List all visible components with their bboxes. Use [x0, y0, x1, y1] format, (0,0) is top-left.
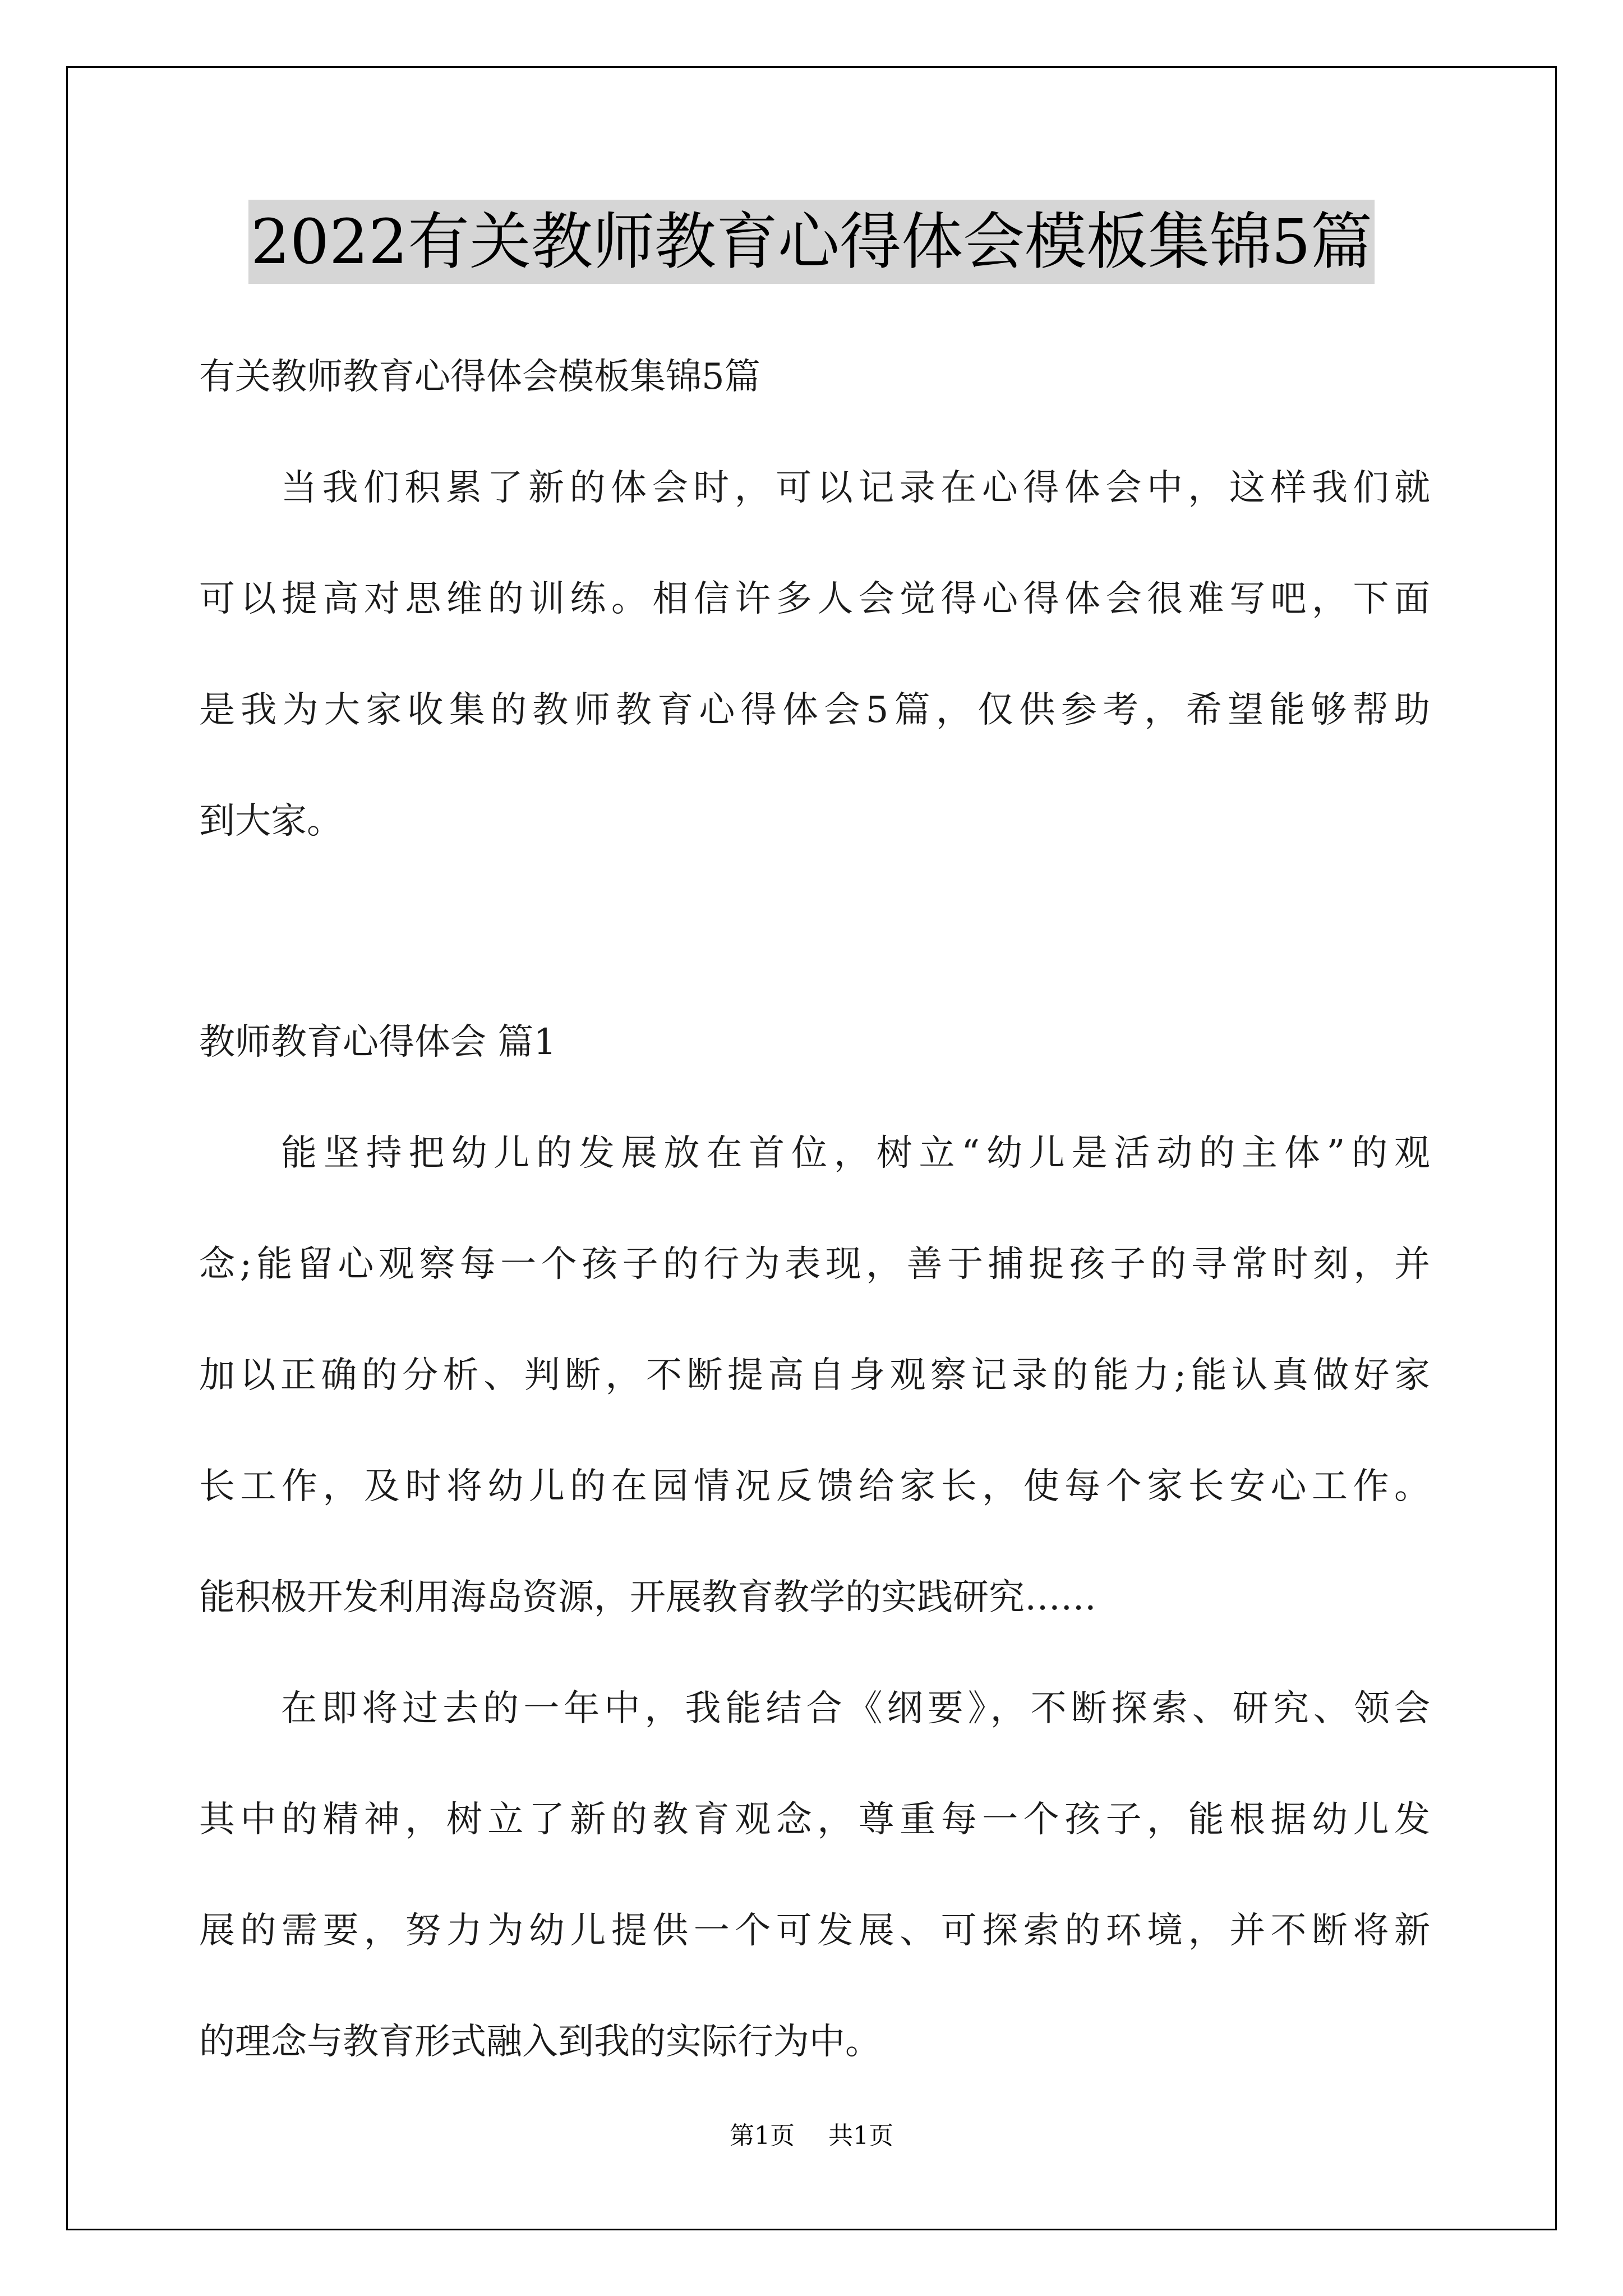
title-container: [0, 200, 1623, 284]
paragraph1-line-2: 念;能留心观察每一个孩子的行为表现，善于捕捉孩子的寻常时刻，并: [199, 1244, 1430, 1285]
page-footer: [0, 2119, 1623, 2153]
paragraph1-line-1: 能坚持把幼儿的发展放在首位，树立“幼儿是活动的主体”的观: [281, 1133, 1430, 1174]
paragraph2-line-4: 的理念与教育形式融入到我的实际行为中。: [199, 2021, 881, 2063]
document-subtitle: 有关教师教育心得体会模板集锦5篇: [199, 356, 760, 398]
intro-line-3: 是我为大家收集的教师教育心得体会5篇，仅供参考，希望能够帮助: [199, 689, 1430, 731]
paragraph1-line-3: 加以正确的分析、判断，不断提高自身观察记录的能力;能认真做好家: [199, 1355, 1430, 1396]
document-title: 2022有关教师教育心得体会模板集锦5篇: [248, 200, 1375, 284]
intro-line-2: 可以提高对思维的训练。相信许多人会觉得心得体会很难写吧，下面: [199, 578, 1430, 620]
paragraph1-line-5: 能积极开发利用海岛资源，开展教育教学的实践研究……: [199, 1577, 1096, 1618]
paragraph1-line-4: 长工作，及时将幼儿的在园情况反馈给家长，使每个家长安心工作。: [199, 1466, 1430, 1507]
page-number: 第1页: [730, 2122, 795, 2150]
paragraph2-line-3: 展的需要，努力为幼儿提供一个可发展、可探索的环境，并不断将新: [199, 1910, 1430, 1952]
paragraph2-line-1: 在即将过去的一年中，我能结合《纲要》，不断探索、研究、领会: [281, 1688, 1430, 1729]
paragraph2-line-2: 其中的精神，树立了新的教育观念，尊重每一个孩子，能根据幼儿发: [199, 1799, 1430, 1841]
page-total: 共1页: [828, 2122, 893, 2150]
intro-line-4: 到大家。: [199, 800, 343, 842]
intro-line-1: 当我们积累了新的体会时，可以记录在心得体会中，这样我们就: [281, 467, 1430, 509]
section-heading: 教师教育心得体会 篇1: [199, 1022, 557, 1063]
